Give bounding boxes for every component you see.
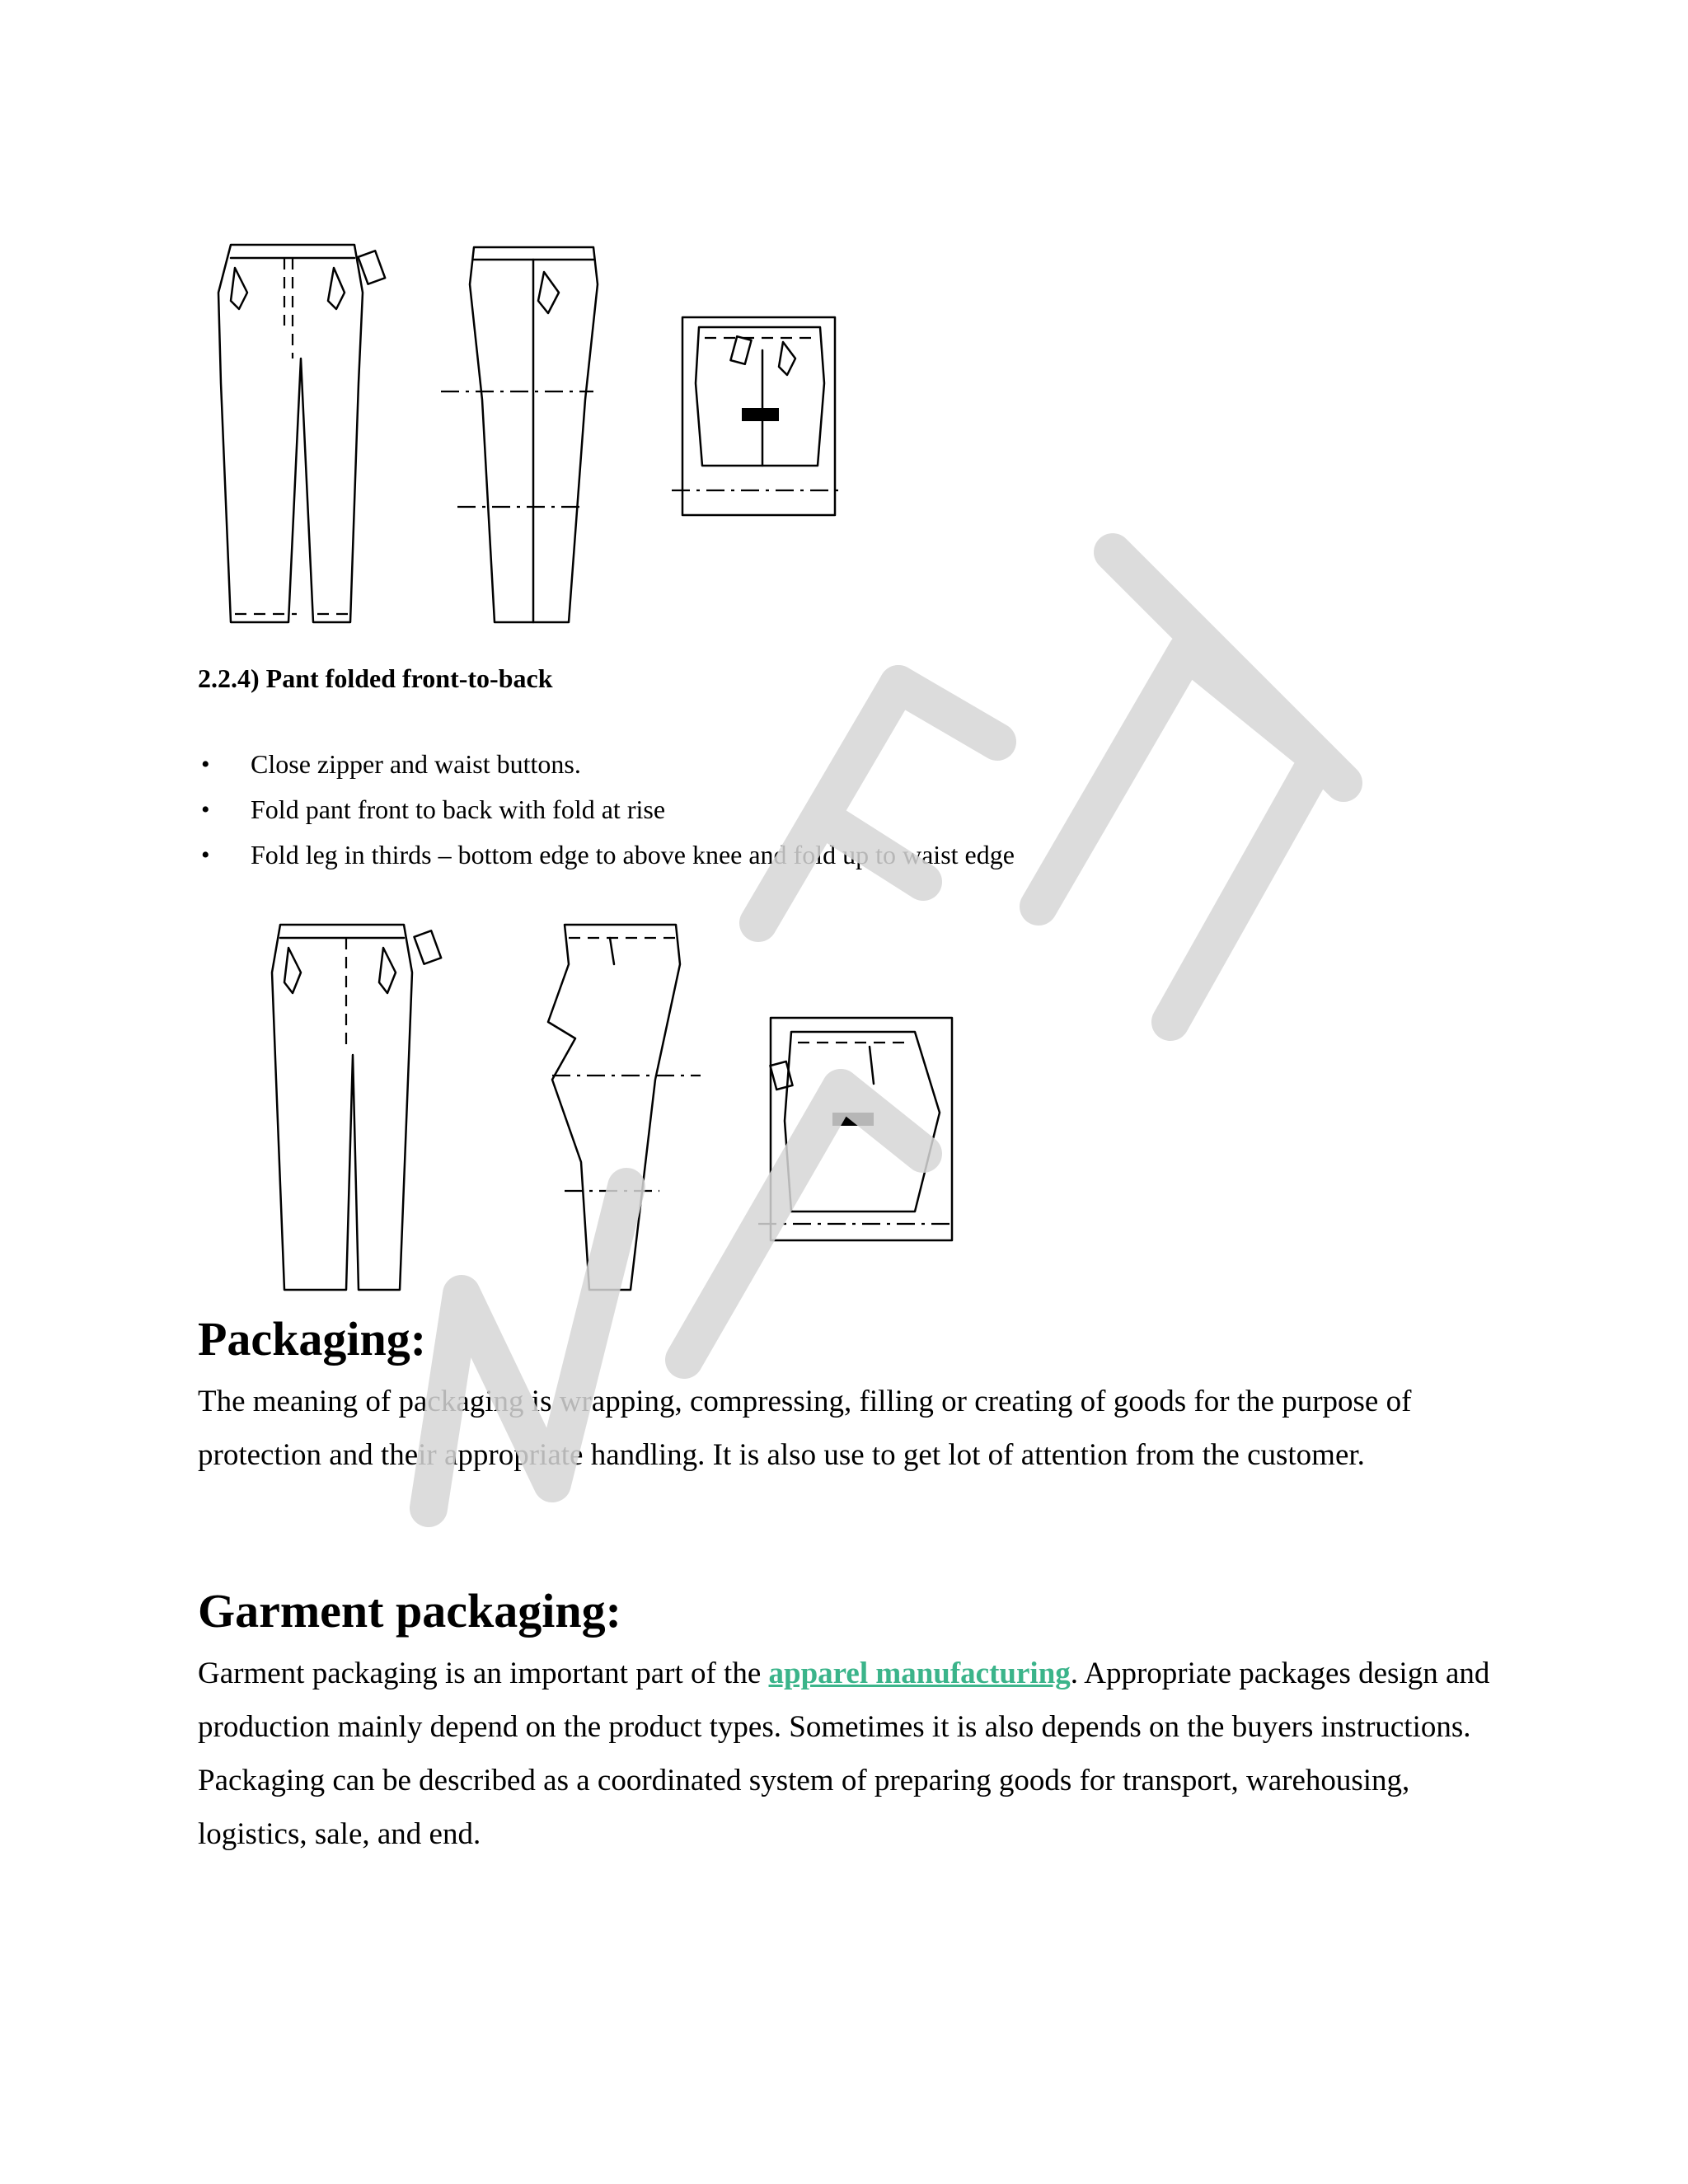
paragraph-garment-packaging [198,1647,1517,1861]
heading-garment-packaging: Garment packaging: [198,1584,621,1638]
list-item: • Close zipper and waist buttons. [198,742,1015,787]
list-item: • Fold pant front to back with fold at rise [198,787,1015,832]
pant-folded-view-drawing [548,925,701,1290]
pant-folded-view-drawing [441,247,598,622]
list-item: • Fold leg in thirds – bottom edge to above knee and fold up to waist edge [198,832,1015,878]
pant-boxed-view-drawing [672,317,841,515]
paragraph-packaging: The meaning of packaging is wrapping, compressing, filling or creating of goods for the purpose of protection and their appropriate handling. It is also use to get lot of attention from the customer. [198,1385,1412,1472]
paragraph-text-before-link: Garment packaging is an important part of the [198,1657,769,1690]
apparel-manufacturing-link[interactable]: apparel manufacturing [768,1657,1071,1690]
figure-pant-folding-bottom [264,915,973,1294]
folding-steps-list [198,742,1015,878]
figure-caption: 2.2.4) Pant folded front-to-back [198,663,553,693]
pant-front-view-drawing [272,925,441,1290]
pant-boxed-view-drawing [758,1018,956,1240]
pant-front-view-drawing [218,245,385,622]
paragraph-text-after-link: . Appropriate packages design and production mainly depend on the product types. Sometimes it is also depends on the buyers instructions. Packaging can be described as a coordinated system of preparing goods for transport, warehousing, logistics, sale, and end. [198,1657,1490,1851]
heading-packaging: Packaging: [198,1312,427,1366]
figure-pant-folding-top [198,235,857,630]
